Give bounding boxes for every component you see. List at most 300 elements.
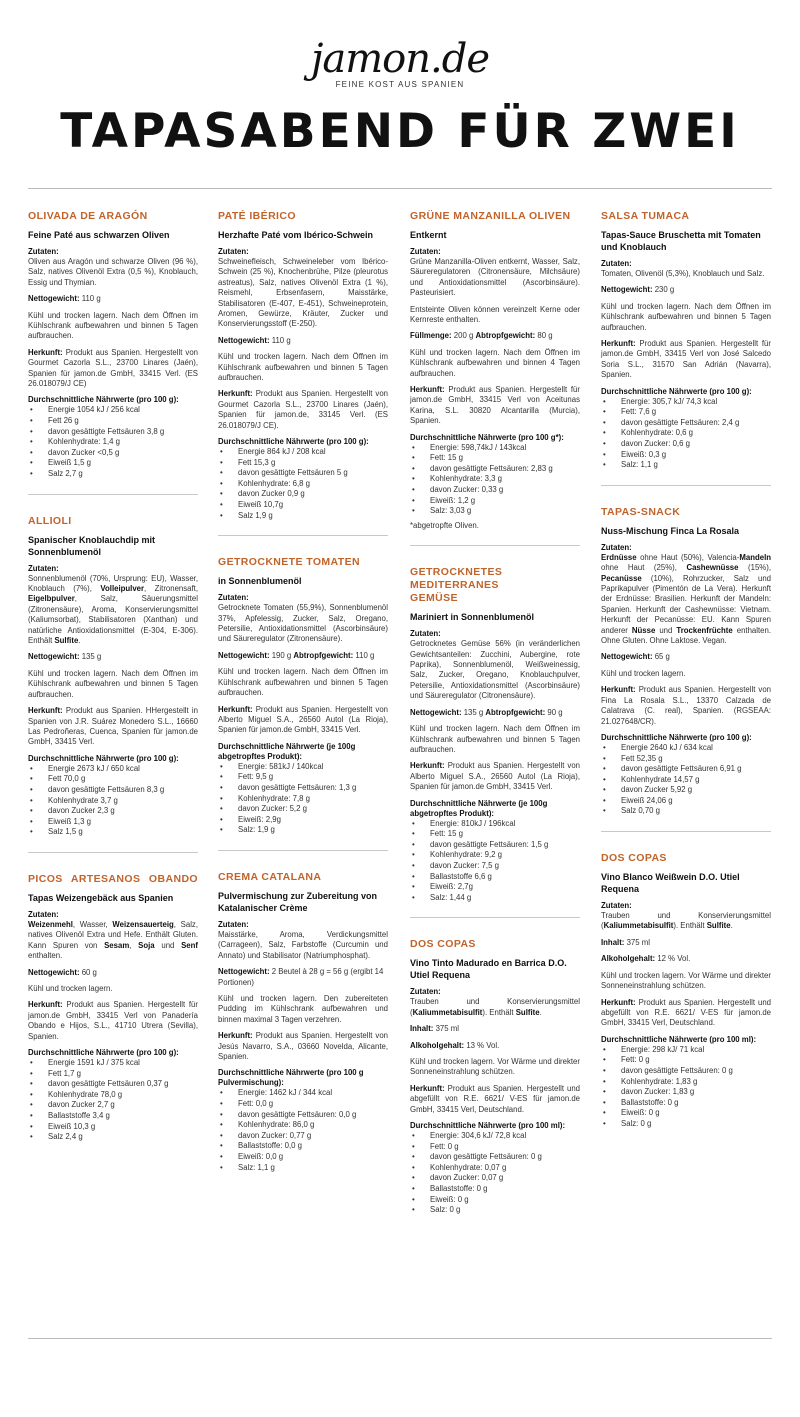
zutaten-label: Zutaten: <box>410 987 441 997</box>
product-crema <box>218 871 388 1173</box>
naehrwert-item: • davon Zucker 2,3 g <box>28 806 198 817</box>
product-manzanilla <box>410 210 580 531</box>
product-blanco <box>601 852 771 1129</box>
naehrwert-item: • Salz: 1,1 g <box>601 460 771 471</box>
zutaten-part: und <box>655 625 677 635</box>
naehrwerte-label: Durchschnittliche Nährwerte (je 100g abgetropftes Produkt): <box>410 798 548 818</box>
naehrwert-item: • davon gesättigte Fettsäuren: 1,5 g <box>410 840 580 851</box>
footer-divider <box>28 1338 772 1339</box>
naehrwert-item: • Energie 1054 kJ / 256 kcal <box>28 405 198 416</box>
product-picos <box>28 873 198 1143</box>
naehrwert-item: • Fett 52,35 g <box>601 754 771 765</box>
alkohol-row <box>601 954 771 964</box>
naehrwert-item: • Eiweiß: 1,2 g <box>410 496 580 507</box>
zutaten-text <box>28 574 198 647</box>
alkohol-value: 13 % Vol. <box>466 1040 500 1050</box>
zutaten-label: Zutaten: <box>218 593 249 603</box>
product-salsa <box>601 210 771 471</box>
zutaten-label: Zutaten: <box>28 247 59 256</box>
naehrwert-item: • Kohlenhydrate: 0,6 g <box>601 428 771 439</box>
naehrwert-item: • Fett: 0 g <box>410 1142 580 1153</box>
product-heading: DOS COPAS <box>601 852 667 865</box>
naehrwert-item: • Kohlenhydrate: 0,07 g <box>410 1163 580 1174</box>
product-subtitle: Herzhafte Paté vom Ibérico-Schwein <box>218 230 374 240</box>
naehrwert-item: • Salz: 3,03 g <box>410 506 580 517</box>
naehrwert-item: • Energie: 581kJ / 140kcal <box>218 762 388 773</box>
naehrwerte-label: Durchschnittliche Nährwerte (pro 100 g): <box>28 1047 179 1057</box>
naehrwert-item: • Kohlenhydrate 78,0 g <box>28 1090 198 1101</box>
naehrwert-item: • Salz 2,4 g <box>28 1132 198 1143</box>
naehrwert-item: • davon Zucker: 5,2 g <box>218 804 388 815</box>
naehrwert-item: • davon Zucker 2,7 g <box>28 1100 198 1111</box>
herkunft-row <box>601 339 771 381</box>
naehrwerte-label: Durchschnittliche Nährwerte (pro 100 g): <box>28 753 179 763</box>
product-subtitle: in Sonnenblumenöl <box>218 576 302 587</box>
allergen: Weizensauerteig <box>112 919 174 929</box>
netto-row <box>28 294 198 304</box>
herkunft-label: Herkunft: <box>28 706 63 716</box>
zutaten-part: Sonnenblumenöl (70%, Ursprung: EU), Wasser, Knoblauch (7%), <box>28 573 198 594</box>
allergen: Erdnüsse <box>601 552 637 562</box>
netto-value: 135 g <box>463 707 484 717</box>
naehrwert-item: • Kohlenhydrate 14,57 g <box>601 775 771 786</box>
netto-row <box>218 651 388 661</box>
allergen: Sulfite <box>54 636 79 646</box>
naehrwerte-list <box>601 743 771 817</box>
allergen: Sesam <box>104 940 130 950</box>
column-4 <box>601 210 771 1133</box>
zutaten-part: , Zitronensaft, <box>144 584 198 594</box>
naehrwert-item: • Ballaststoffe: 0,0 g <box>218 1141 388 1152</box>
netto-label: Nettogewicht: <box>218 335 270 345</box>
allergen: Weizenmehl <box>28 919 73 929</box>
lager-text: Kühl und trocken lagern. Nach dem Öffnen im Kühlschrank aufbewahren und binnen 4 Tagen aufbrauchen. <box>410 347 580 378</box>
netto-label: Nettogewicht: <box>28 652 80 662</box>
zutaten-label: Zutaten: <box>601 259 632 268</box>
lager-text: Kühl und trocken lagern. Den zubereiteten Pudding im Kühlschrank aufbewahren und binnen maximal 3 Tagen verzehren. <box>218 993 388 1024</box>
naehrwert-item: • Eiweiß: 0 g <box>410 1195 580 1206</box>
lager-text: Kühl und trocken lagern. Nach dem Öffnen im Kühlschrank aufbewahren und binnen 5 Tagen aufbrauchen. <box>28 310 198 341</box>
naehrwert-item: • Energie 2640 kJ / 634 kcal <box>601 743 771 754</box>
herkunft-text: Produkt aus Spanien. Hergestellt von Alberto Miguel S.A., 26560 Autol (La Rioja), Spanien für jamon.de GmbH, 33415 Verl. <box>218 704 388 735</box>
product-subtitle: Nuss-Mischung Finca La Rosala <box>601 525 740 536</box>
fuell-value: 200 g <box>453 331 474 341</box>
lager-text: Kühl und trocken lagern. Vor Wärme und direkter Sonneneinstrahlung schützen. <box>601 970 771 991</box>
product-subtitle: Spanischer Knoblauchdip mit Sonnenblumenöl <box>28 534 156 557</box>
inhalt-value: 375 ml <box>435 1024 459 1034</box>
section-divider <box>601 831 771 832</box>
herkunft-label: Herkunft: <box>410 385 445 395</box>
allergen: Mandeln <box>739 552 771 562</box>
naehrwert-item: • Ballaststoffe 3,4 g <box>28 1111 198 1122</box>
product-heading: OLIVADA DE ARAGÓN <box>28 210 148 222</box>
herkunft-row <box>28 348 198 390</box>
herkunft-row <box>28 1000 198 1042</box>
herkunft-label: Herkunft: <box>601 997 636 1007</box>
naehrwerte-list <box>410 1131 580 1216</box>
naehrwert-item: • Fett: 0,0 g <box>218 1099 388 1110</box>
herkunft-text: Produkt aus Spanien. Hergestellt von Jesús Navarro, S.A., 03660 Novelda, Alicante, Spanien. <box>218 1031 388 1061</box>
netto-label: Nettogewicht: <box>218 650 270 660</box>
zutaten-part: Trauben und Konservierungsmittel ( <box>601 911 771 931</box>
herkunft-row <box>601 998 771 1029</box>
product-heading: TAPAS-SNACK <box>601 505 681 518</box>
naehrwert-item: • Salz: 1,44 g <box>410 893 580 904</box>
netto-row <box>218 336 388 346</box>
naehrwert-item: • Salz 1,9 g <box>218 511 388 522</box>
product-heading: DOS COPAS <box>410 938 476 951</box>
abtropf-value: 90 g <box>547 707 563 717</box>
brand-logo <box>0 38 800 89</box>
herkunft-row <box>218 705 388 736</box>
naehrwert-item: • Eiweiß: 0,3 g <box>601 450 771 461</box>
product-subtitle: Entkernt <box>410 230 447 240</box>
zutaten-part: . <box>730 921 733 931</box>
zutaten-part: ohne Haut (25%), <box>601 563 687 573</box>
zutaten-label: Zutaten: <box>28 909 59 919</box>
section-divider <box>410 545 580 546</box>
naehrwert-item: • davon Zucker <0,5 g <box>28 448 198 459</box>
naehrwert-item: • Kohlenhydrate: 9,2 g <box>410 850 580 861</box>
naehrwerte-list <box>218 1088 388 1173</box>
naehrwerte-label: Durchschnittliche Nährwerte (pro 100 ml): <box>410 1120 566 1130</box>
naehrwert-item: • Fett: 15 g <box>410 453 580 464</box>
zutaten-part: ohne Haut (50%), Valencia- <box>636 552 740 562</box>
zutaten-text: Oliven aus Aragón und schwarze Oliven (96 %), Salz, natives Olivenöl Extra (0,5 %), Knoblauch, Essig und Thymian. <box>28 257 198 287</box>
herkunft-label: Herkunft: <box>218 1031 253 1041</box>
naehrwert-item: • Energie: 598,74kJ / 143kcal <box>410 443 580 454</box>
lager-text: Kühl und trocken lagern. Nach dem Öffnen im Kühlschrank aufbewahren und binnen 5 Tagen aufbrauchen. <box>28 668 198 699</box>
fuell-label: Füllmenge: <box>410 331 452 341</box>
herkunft-row <box>601 685 771 727</box>
naehrwert-item: • Salz: 0 g <box>601 1119 771 1130</box>
netto-label: Nettogewicht: <box>601 285 653 295</box>
product-heading: PICOS ARTESANOS OBANDO <box>28 872 198 885</box>
naehrwert-item: • davon gesättigte Fettsäuren 5 g <box>218 468 388 479</box>
inhalt-value: 375 ml <box>626 937 650 947</box>
lager-text: Kühl und trocken lagern. Nach dem Öffnen im Kühlschrank aufbewahren und binnen 5 Tagen aufbrauchen. <box>601 301 771 332</box>
naehrwert-item: • davon gesättigte Fettsäuren: 2,83 g <box>410 464 580 475</box>
zutaten-label: Zutaten: <box>28 563 59 573</box>
naehrwert-item: • Energie: 810kJ / 196kcal <box>410 819 580 830</box>
naehrwert-item: • Kohlenhydrate: 1,4 g <box>28 437 198 448</box>
netto-row <box>28 968 198 978</box>
naehrwert-item: • davon gesättigte Fettsäuren 6,91 g <box>601 764 771 775</box>
naehrwert-item: • Fett: 0 g <box>601 1055 771 1066</box>
header-divider <box>28 188 772 189</box>
naehrwert-item: • Energie 864 kJ / 208 kcal <box>218 447 388 458</box>
herkunft-row <box>410 761 580 792</box>
zutaten-part: enthalten. <box>28 951 63 961</box>
naehrwert-item: • davon Zucker: 7,5 g <box>410 861 580 872</box>
allergen: Cashewnüsse <box>686 563 739 573</box>
product-heading: ALLIOLI <box>28 514 72 527</box>
zutaten-label: Zutaten: <box>601 901 632 911</box>
product-snack <box>601 506 771 817</box>
herkunft-text: Produkt aus Spanien. Hergestellt für jamon.de GmbH, 33415 Verl von Aceitunas Karina, S.L. 30820 Alcantarilla (Murcia), Spanien. <box>410 385 580 426</box>
zutaten-label: Zutaten: <box>410 247 441 256</box>
naehrwerte-label: Durchschnittliche Nährwerte (pro 100 g*): <box>410 432 564 442</box>
lager-text: Kühl und trocken lagern. <box>601 668 686 678</box>
netto-label: Nettogewicht: <box>410 707 462 717</box>
zutaten-text: Grüne Manzanilla-Oliven entkernt, Wasser, Salz, Säureregulatoren (Citronensäure, Milchsäure) und Antioxidationsmittel (Ascorbinsäure). Pasteurisiert. <box>410 257 580 298</box>
naehrwert-item: • davon Zucker: 0,33 g <box>410 485 580 496</box>
section-divider <box>410 917 580 918</box>
naehrwerte-list <box>601 1045 771 1130</box>
naehrwerte-label: Durchschnittliche Nährwerte (pro 100 g): <box>28 395 179 405</box>
herkunft-row <box>410 1084 580 1115</box>
naehrwerte-label: Durchschnittliche Nährwerte (je 100g abgetropftes Produkt): <box>218 741 356 761</box>
naehrwert-item: • davon Zucker 0,9 g <box>218 489 388 500</box>
netto-value: 110 g <box>81 294 101 304</box>
product-heading: GRÜNE MANZANILLA OLIVEN <box>410 210 571 222</box>
alkohol-label: Alkoholgehalt: <box>410 1040 465 1050</box>
netto-value: 230 g <box>654 285 675 295</box>
netto-row <box>601 652 771 662</box>
zutaten-label: Zutaten: <box>218 247 249 256</box>
product-heading: GETROCKNETES MEDITERRANES GEMÜSE <box>410 566 503 605</box>
herkunft-label: Herkunft: <box>601 339 636 349</box>
lager-text: Kühl und trocken lagern. Nach dem Öffnen im Kühlschrank aufbewahren und binnen 5 Tagen aufbrauchen. <box>410 724 580 754</box>
herkunft-text: Produkt aus Spanien. Hergestellt von Gourmet Cazorla S.L., 23700 Linares (Jaén), Spanien für jamon.de, 33145 Verl. (ES 26.018079/J CE). <box>218 389 388 430</box>
zutaten-part: , Wasser, <box>72 919 113 929</box>
naehrwert-item: • davon gesättigte Fettsäuren 0,37 g <box>28 1079 198 1090</box>
naehrwert-item: • davon Zucker: 0,6 g <box>601 439 771 450</box>
naehrwert-item: • Energie 1591 kJ / 375 kcal <box>28 1058 198 1069</box>
product-subtitle: Tapas-Sauce Bruschetta mit Tomaten und Knoblauch <box>601 230 761 252</box>
herkunft-row <box>218 1031 388 1062</box>
netto-row <box>601 285 771 295</box>
page-title: TAPASABEND FÜR ZWEI <box>60 104 740 159</box>
netto-label: Nettogewicht: <box>28 967 80 977</box>
abtropf-value: 80 g <box>537 331 553 341</box>
naehrwert-item: • Salz 2,7 g <box>28 469 198 480</box>
netto-row <box>28 652 198 662</box>
naehrwert-item: • Fett 15,3 g <box>218 458 388 469</box>
section-divider <box>28 852 198 853</box>
naehrwert-item: • Fett: 15 g <box>410 829 580 840</box>
naehrwert-item: • davon gesättigte Fettsäuren 3,8 g <box>28 427 198 438</box>
naehrwert-item: • Fett: 7,6 g <box>601 407 771 418</box>
product-gemuese <box>410 566 580 903</box>
naehrwerte-list <box>28 405 198 479</box>
product-heading: GETROCKNETE TOMATEN <box>218 556 360 569</box>
abtropf-label: Abtropfgewicht: <box>485 707 546 717</box>
naehrwert-item: • Eiweiß: 2,7g <box>410 882 580 893</box>
herkunft-text: Produkt aus Spanien. HHergestellt in Spanien von J.R. Suárez Monedero S.L., 16660 Las Pedroñeras, Cuenca, Spanien für jamon.de GmbH, 33415 Verl. <box>28 706 198 747</box>
herkunft-label: Herkunft: <box>410 761 445 771</box>
allergen: Trockenfrüchte <box>676 625 733 635</box>
product-olivada <box>28 210 198 480</box>
naehrwerte-list <box>218 762 388 836</box>
zutaten-part: , <box>129 940 139 950</box>
naehrwert-item: • Kohlenhydrate 3,7 g <box>28 796 198 807</box>
naehrwert-item: • Eiweiß: 0 g <box>601 1108 771 1119</box>
zutaten-label: Zutaten: <box>218 919 249 929</box>
inhalt-row <box>410 1024 580 1034</box>
fuell-row <box>410 331 580 341</box>
naehrwert-item: • Kohlenhydrate: 1,83 g <box>601 1077 771 1088</box>
naehrwert-item: • davon gesättigte Fettsäuren: 0 g <box>601 1066 771 1077</box>
naehrwert-item: • Eiweiß 10,7g <box>218 500 388 511</box>
product-heading: CREMA CATALANA <box>218 870 322 883</box>
product-heading: SALSA TUMACA <box>601 210 690 222</box>
naehrwert-item: • Ballaststoffe 6,6 g <box>410 872 580 883</box>
zutaten-part: ). Enthält <box>482 1007 516 1017</box>
hinweis-text: Entsteinte Oliven können vereinzelt Kerne oder Kernreste enthalten. <box>410 304 580 325</box>
naehrwert-item: • Fett 70,0 g <box>28 774 198 785</box>
naehrwert-item: • Eiweiß: 2,9g <box>218 815 388 826</box>
naehrwerte-list <box>410 819 580 904</box>
inhalt-row <box>601 938 771 948</box>
naehrwerte-list <box>218 447 388 521</box>
naehrwert-item: • davon Zucker: 0,77 g <box>218 1131 388 1142</box>
zutaten-text <box>601 911 771 932</box>
naehrwert-item: • davon Zucker 5,92 g <box>601 785 771 796</box>
herkunft-row <box>28 706 198 748</box>
naehrwert-item: • davon Zucker: 0,07 g <box>410 1173 580 1184</box>
naehrwert-item: • Kohlenhydrate: 7,8 g <box>218 794 388 805</box>
inhalt-label: Inhalt: <box>601 937 625 947</box>
naehrwerte-label: Durchschnittliche Nährwerte (pro 100 g): <box>601 732 752 742</box>
allergen: Pecanüsse <box>601 573 642 583</box>
naehrwert-item: • Kohlenhydrate: 86,0 g <box>218 1120 388 1131</box>
naehrwerte-list <box>28 1058 198 1143</box>
naehrwert-item: • Eiweiß 1,3 g <box>28 817 198 828</box>
naehrwert-item: • Fett 26 g <box>28 416 198 427</box>
naehrwerte-list <box>28 764 198 838</box>
herkunft-label: Herkunft: <box>601 685 636 695</box>
lager-text: Kühl und trocken lagern. Nach dem Öffnen im Kühlschrank aufbewahren und binnen 5 Tagen aufbrauchen. <box>218 667 388 698</box>
naehrwert-item: • Ballaststoffe: 0 g <box>410 1184 580 1195</box>
alkohol-value: 12 % Vol. <box>657 954 691 964</box>
herkunft-label: Herkunft: <box>410 1083 445 1093</box>
netto-value: 190 g <box>271 650 292 660</box>
allergen: Eigelbpulver <box>28 594 75 604</box>
herkunft-label: Herkunft: <box>28 1000 63 1010</box>
naehrwert-item: • Kohlenhydrate: 3,3 g <box>410 474 580 485</box>
abtropf-label: Abtropfgewicht: <box>475 331 536 341</box>
naehrwerte-list <box>601 397 771 471</box>
product-subtitle: Pulvermischung zur Zubereitung von Katalanischer Crème <box>218 890 378 913</box>
netto-value: 2 Beutel à 28 g = 56 g (ergibt 14 Portionen) <box>218 967 384 987</box>
naehrwert-item: • Salz 1,5 g <box>28 827 198 838</box>
naehrwert-item: • Eiweiß 1,5 g <box>28 458 198 469</box>
zutaten-text: Getrocknetes Gemüse 56% (in veränderlichen Gewichtsanteilen: Zucchini, Aubergine, rote Paprika), Sonnenblumenöl, Weißweinessig, Salz, Zucker, Oregano, Knoblauchpulver, Petersilie, Antioxidationsmittel (Ascorbinsäure) und Säureregulator (Citronensäure). <box>410 639 580 701</box>
inhalt-label: Inhalt: <box>410 1024 434 1034</box>
lager-text: Kühl und trocken lagern. Nach dem Öffnen im Kühlschrank aufbewahren und binnen 5 Tagen aufbrauchen. <box>218 352 388 383</box>
zutaten-part: und <box>154 940 182 950</box>
alkohol-label: Alkoholgehalt: <box>601 954 656 964</box>
zutaten-text <box>410 997 580 1018</box>
zutaten-text: Schweinefleisch, Schweineleber vom Ibérico-Schwein (25 %), Knochenbrühe, Pilze (pleurotus astreatus), Salz, natives Olivenöl Extra (1 %), Reismehl, Erbsenfasern, Maisstärke, Stabilisatoren (E-407, E-451), Schweineprotein, Aromen, Gewürze, Kräuter, Zucker und Konservierungsstoff (E-250). <box>218 257 388 329</box>
product-subtitle: Vino Blanco Weißwein D.O. Utiel Requena <box>601 872 740 895</box>
herkunft-text: Produkt aus Spanien. Hergestellt und abgefüllt von R.E. 6621/ V-ES für jamon.de GmbH, 33415 Verl, Deutschland. <box>601 997 771 1028</box>
netto-label: Nettogewicht: <box>601 652 653 662</box>
zutaten-part: . <box>539 1007 542 1017</box>
zutaten-text: Maisstärke, Aroma, Verdickungsmittel (Carrageen), Salz, Farbstoffe (Curcumin und Annato) und Stabilisator (Natriumphosphat). <box>218 929 388 960</box>
naehrwert-item: • davon Zucker: 1,83 g <box>601 1087 771 1098</box>
allergen: Nüsse <box>631 625 656 635</box>
section-divider <box>601 485 771 486</box>
allergen: Senf <box>181 940 199 950</box>
logo-wordmark: jamon.de <box>310 36 489 82</box>
netto-row <box>410 708 580 718</box>
logo-tagline: FEINE KOST AUS SPANIEN <box>335 80 465 89</box>
naehrwert-item: • davon gesättigte Fettsäuren 8,3 g <box>28 785 198 796</box>
alkohol-row <box>410 1041 580 1051</box>
herkunft-text: Produkt aus Spanien. Hergestellt für jamon.de GmbH, 33415 Verl von José Salcedo Soria S.L., 31570 San Adrián (Navarra), Spanien. <box>601 339 771 380</box>
column-2 <box>218 210 388 1177</box>
herkunft-text: Produkt aus Spanien. Hergestellt für jamon.de GmbH, 33415 Verl von Panadería Obando e Hijos, S.L., 41710 Utrera (Sevilla), Spanien. <box>28 1000 198 1041</box>
zutaten-label: Zutaten: <box>601 542 632 552</box>
naehrwert-item: • Fett 1,7 g <box>28 1069 198 1080</box>
herkunft-text: Produkt aus Spanien. Hergestellt und abgefüllt von R.E. 6621/ V-ES für jamon.de GmbH, 33415 Verl, Deutschland. <box>410 1083 580 1114</box>
naehrwert-item: • davon gesättigte Fettsäuren: 0,0 g <box>218 1110 388 1121</box>
naehrwert-item: • Eiweiß 10,3 g <box>28 1122 198 1133</box>
herkunft-text: Produkt aus Spanien. Hergestellt von Alberto Miguel S.A., 26560 Autol (La Rioja), Spanien für jamon.de GmbH, 33415 Verl. <box>410 761 580 792</box>
product-pate <box>218 210 388 521</box>
netto-label: Nettogewicht: <box>218 967 270 977</box>
product-heading: PATÉ IBÉRICO <box>218 210 296 222</box>
naehrwert-item: • Salz: 0 g <box>410 1205 580 1216</box>
naehrwert-item: • Ballaststoffe: 0 g <box>601 1098 771 1109</box>
section-divider <box>28 494 198 495</box>
product-subtitle: Feine Paté aus schwarzen Oliven <box>28 230 170 240</box>
zutaten-part: enthalten. Ohne Gluten. Ohne Laktose. Vegan. <box>601 625 771 646</box>
herkunft-label: Herkunft: <box>218 389 253 399</box>
naehrwert-item: • Salz: 1,1 g <box>218 1163 388 1174</box>
abtropf-label: Abtropfgewicht: <box>293 650 354 660</box>
zutaten-text: Getrocknete Tomaten (55,9%), Sonnenblumenöl 37%, Apfelessig, Zucker, Salz, Oregano, Petersilie, Antioxidationsmittel (Ascorbinsäure) und Säureregulator (Zitronensäure). <box>218 603 388 644</box>
zutaten-text: Tomaten, Olivenöl (5,3%), Knoblauch und Salz. <box>601 269 765 278</box>
naehrwert-item: • Fett: 9,5 g <box>218 772 388 783</box>
product-tomaten <box>218 556 388 836</box>
netto-value: 110 g <box>271 335 291 345</box>
zutaten-part: (10%), Rohrzucker, Salz und Paprikapulver (Pimentón de La Vera). Herkunft der Erdnüsse: Brasilien. Herkunft der Mandeln: Spanien. Herkunft der Cashewnüsse: Vietnam. Herkunft der Pecanüsse: EU. Kann Spuren anderer <box>601 573 771 635</box>
herkunft-text: Produkt aus Spanien. Hergestellt von Fina La Rosala S.L., 13370 Calzada de Calatrava (C. real), Spanien. (RGSEAA: 21.027648/CR). <box>601 685 771 726</box>
column-3 <box>410 210 580 1220</box>
naehrwert-item: • Energie 2673 kJ / 650 kcal <box>28 764 198 775</box>
zutaten-part: , Salz, Säuerungsmittel (Zitronensäure), Aroma, Konservierungsmittel (Kaliumsorbat), Stabilisatoren (Xanthan) und natürliche Antioxidationsmittel (E-304, E-306). Enthält <box>28 594 198 646</box>
lager-text: Kühl und trocken lagern. Vor Wärme und direkter Sonneneinstrahlung schützen. <box>410 1056 580 1077</box>
product-allioli <box>28 515 198 838</box>
naehrwert-item: • Energie: 305,7 kJ/ 74,3 kcal <box>601 397 771 408</box>
naehrwert-item: • Energie: 304,6 kJ/ 72,8 kcal <box>410 1131 580 1142</box>
herkunft-label: Herkunft: <box>28 347 63 357</box>
netto-value: 60 g <box>81 967 97 977</box>
allergen: Volleipulver <box>100 584 145 594</box>
column-1 <box>28 210 198 1147</box>
naehrwert-item: • davon gesättigte Fettsäuren: 0 g <box>410 1152 580 1163</box>
allergen: Sulfite <box>515 1007 540 1017</box>
herkunft-row <box>410 385 580 427</box>
lager-text: Kühl und trocken lagern. <box>28 983 113 993</box>
naehrwert-item: • Energie: 1462 kJ / 344 kcal <box>218 1088 388 1099</box>
allergen: Kaliummetabisulfit <box>412 1007 483 1017</box>
naehrwert-item: • Salz 0,70 g <box>601 806 771 817</box>
zutaten-text <box>601 553 771 647</box>
zutaten-text <box>28 920 198 962</box>
netto-row <box>218 967 388 988</box>
zutaten-label: Zutaten: <box>410 629 441 639</box>
product-subtitle: Tapas Weizengebäck aus Spanien <box>28 892 174 903</box>
naehrwert-item: • davon gesättigte Fettsäuren: 2,4 g <box>601 418 771 429</box>
naehrwert-item: • Kohlenhydrate: 6,8 g <box>218 479 388 490</box>
naehrwert-item: • Energie: 298 kJ/ 71 kcal <box>601 1045 771 1056</box>
naehrwert-item: • Eiweiß 24,06 g <box>601 796 771 807</box>
naehrwerte-list <box>410 443 580 517</box>
